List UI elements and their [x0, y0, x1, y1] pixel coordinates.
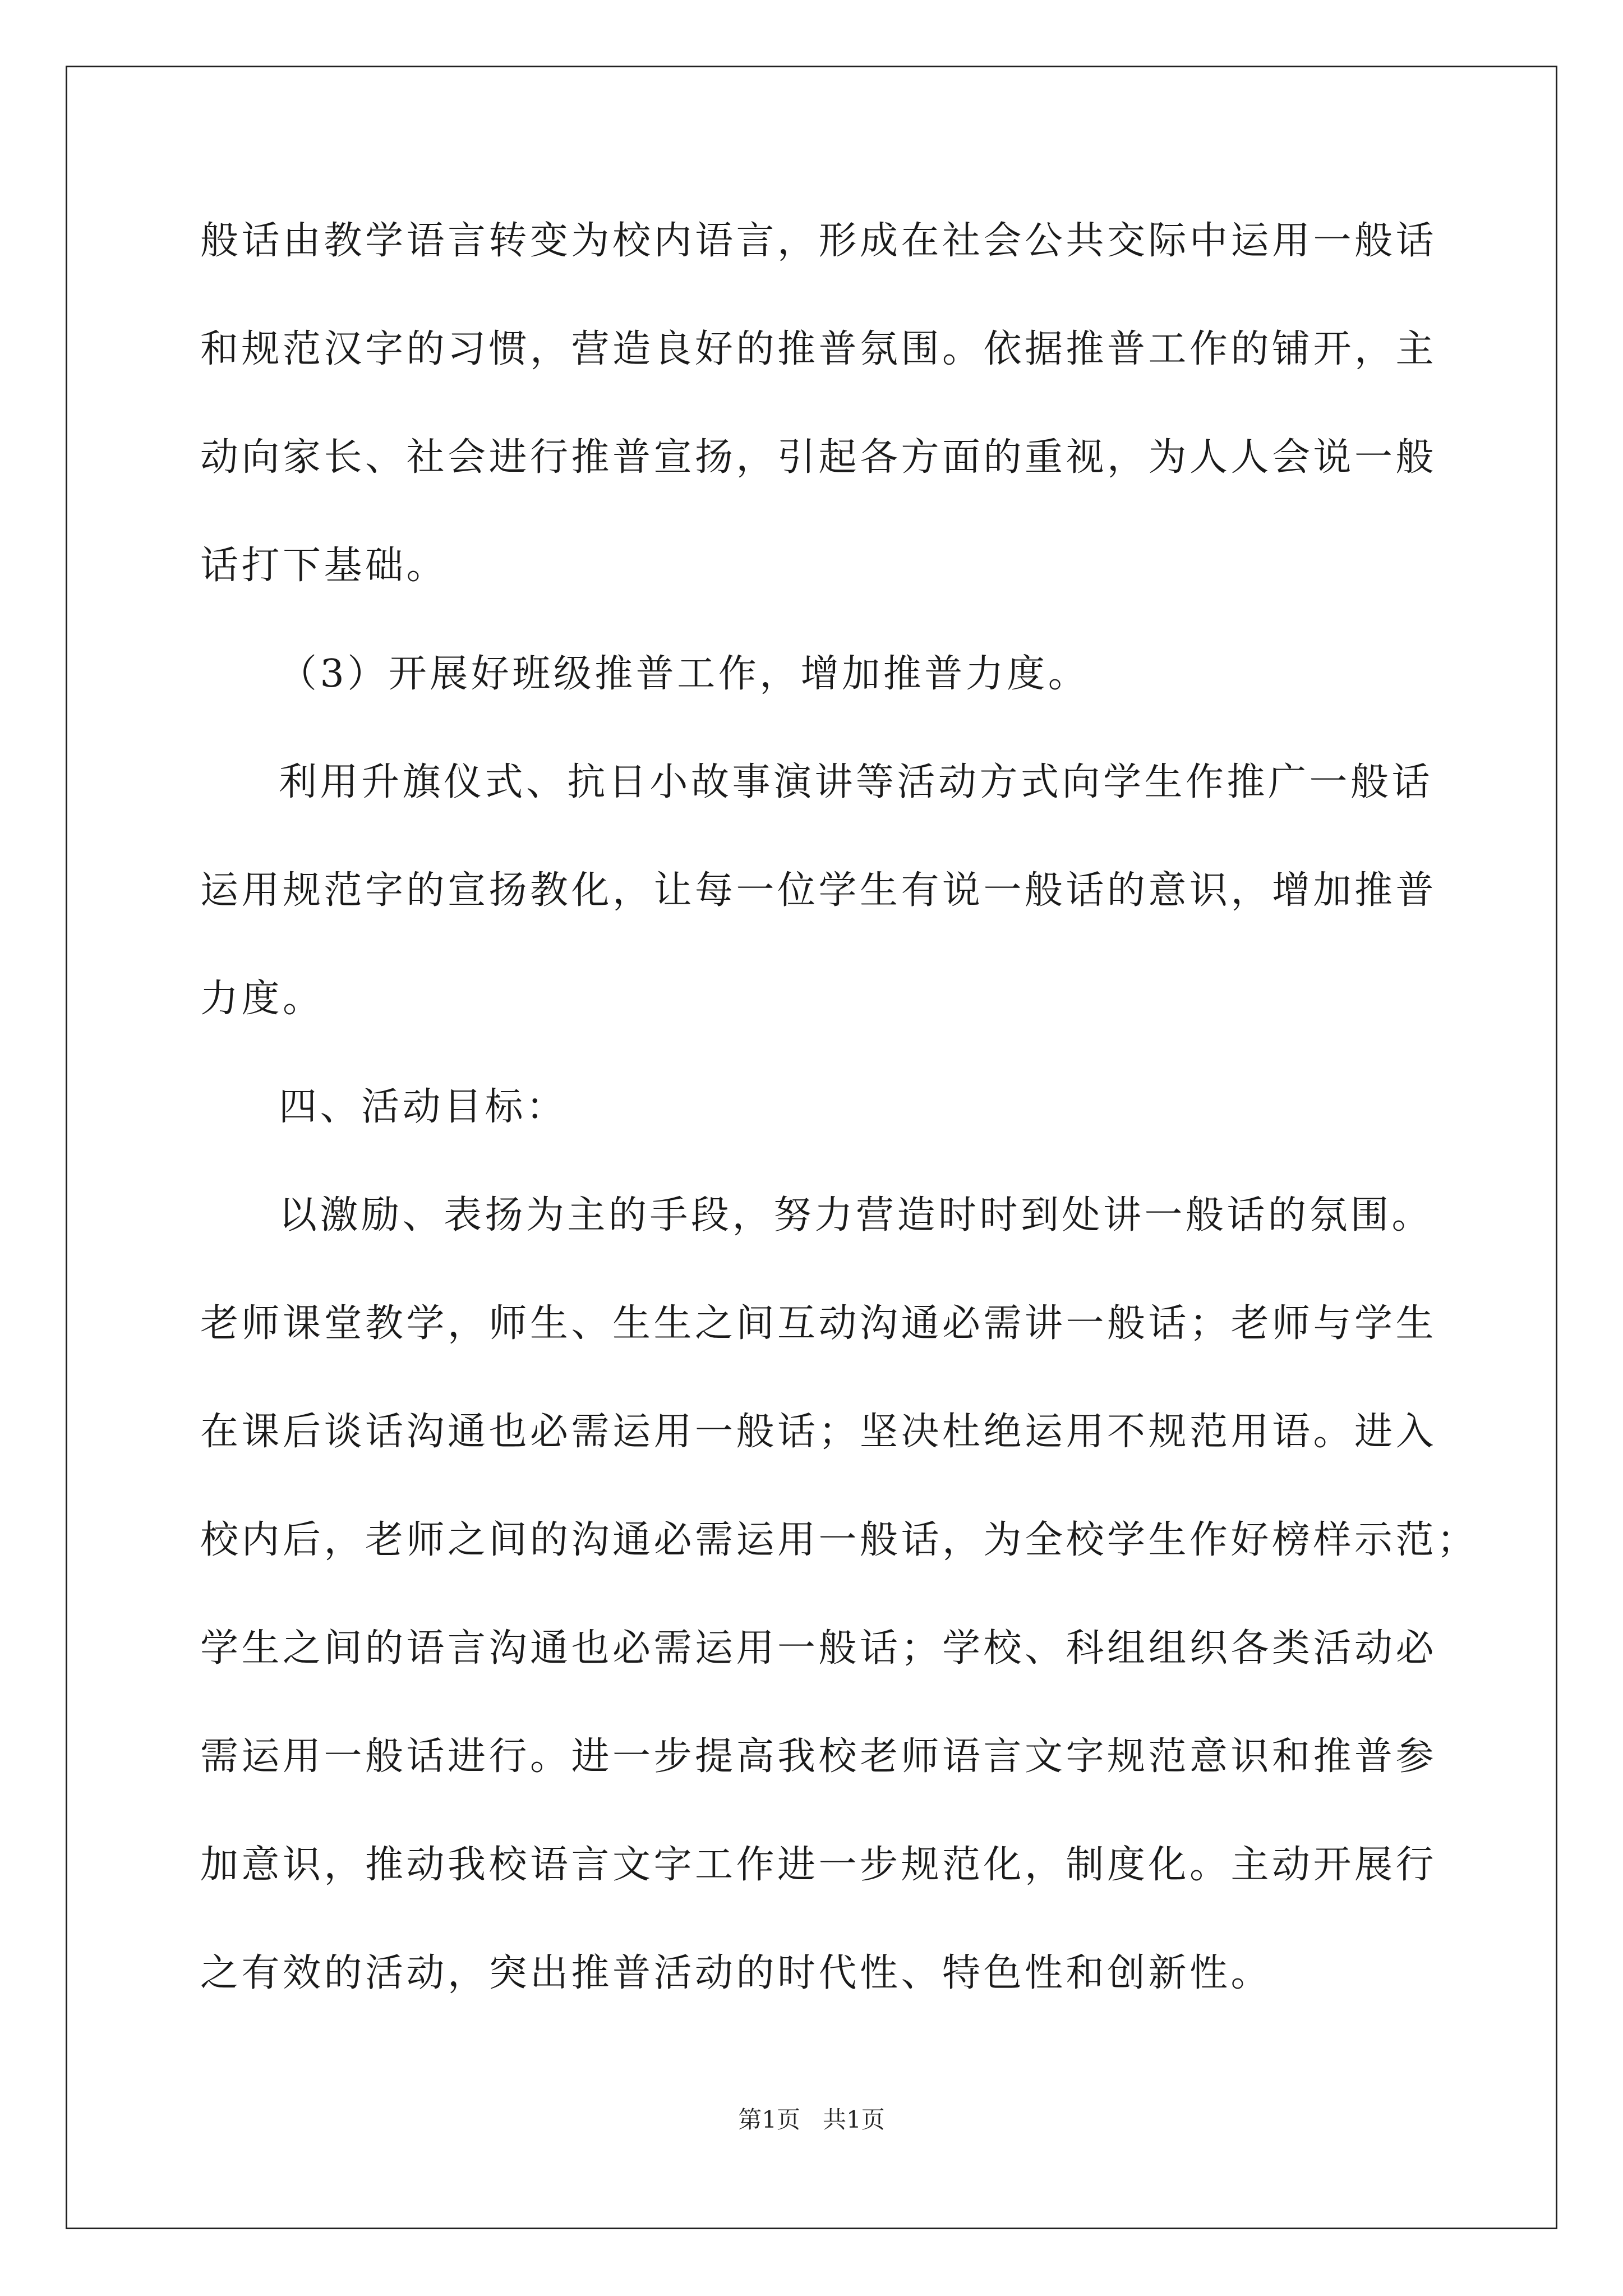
page-number: 第1页	[738, 2106, 800, 2133]
paragraph-start: 以激励、表扬为主的手段，努力营造时时到处讲一般话的氛围。	[279, 1193, 1433, 1237]
text-line: 加意识，推动我校语言文字工作进一步规范化，制度化。主动开展行	[200, 1843, 1437, 1887]
page-footer	[0, 2103, 1623, 2137]
text-line: 老师课堂教学，师生、生生之间互动沟通必需讲一般话；老师与学生	[200, 1301, 1437, 1346]
text-line: 运用规范字的宣扬教化，让每一位学生有说一般话的意识，增加推普	[200, 868, 1437, 913]
page-border	[66, 66, 1557, 2229]
text-line: 在课后谈话沟通也必需运用一般话；坚决杜绝运用不规范用语。进入	[200, 1410, 1437, 1454]
text-line: 之有效的活动，突出推普活动的时代性、特色性和创新性。	[200, 1951, 1272, 1995]
text-line: 般话由教学语言转变为校内语言，形成在社会公共交际中运用一般话	[200, 219, 1437, 263]
text-line: 学生之间的语言沟通也必需运用一般话；学校、科组组织各类活动必	[200, 1626, 1437, 1671]
text-line: 话打下基础。	[200, 544, 448, 588]
text-line: 校内后，老师之间的沟通必需运用一般话，为全校学生作好榜样示范；	[200, 1518, 1478, 1562]
text-line: 动向家长、社会进行推普宣扬，引起各方面的重视，为人人会说一般	[200, 435, 1437, 480]
section-heading: （3）开展好班级推普工作，增加推普力度。	[279, 652, 1090, 696]
text-line: 力度。	[200, 977, 324, 1021]
text-line: 需运用一般话进行。进一步提高我校老师语言文字规范意识和推普参	[200, 1734, 1437, 1779]
paragraph-start: 利用升旗仪式、抗日小故事演讲等活动方式向学生作推广一般话	[279, 760, 1433, 804]
text-line: 和规范汉字的习惯，营造良好的推普氛围。依据推普工作的铺开，主	[200, 327, 1437, 371]
section-heading: 四、活动目标：	[279, 1085, 568, 1129]
page-total: 共1页	[823, 2106, 885, 2133]
